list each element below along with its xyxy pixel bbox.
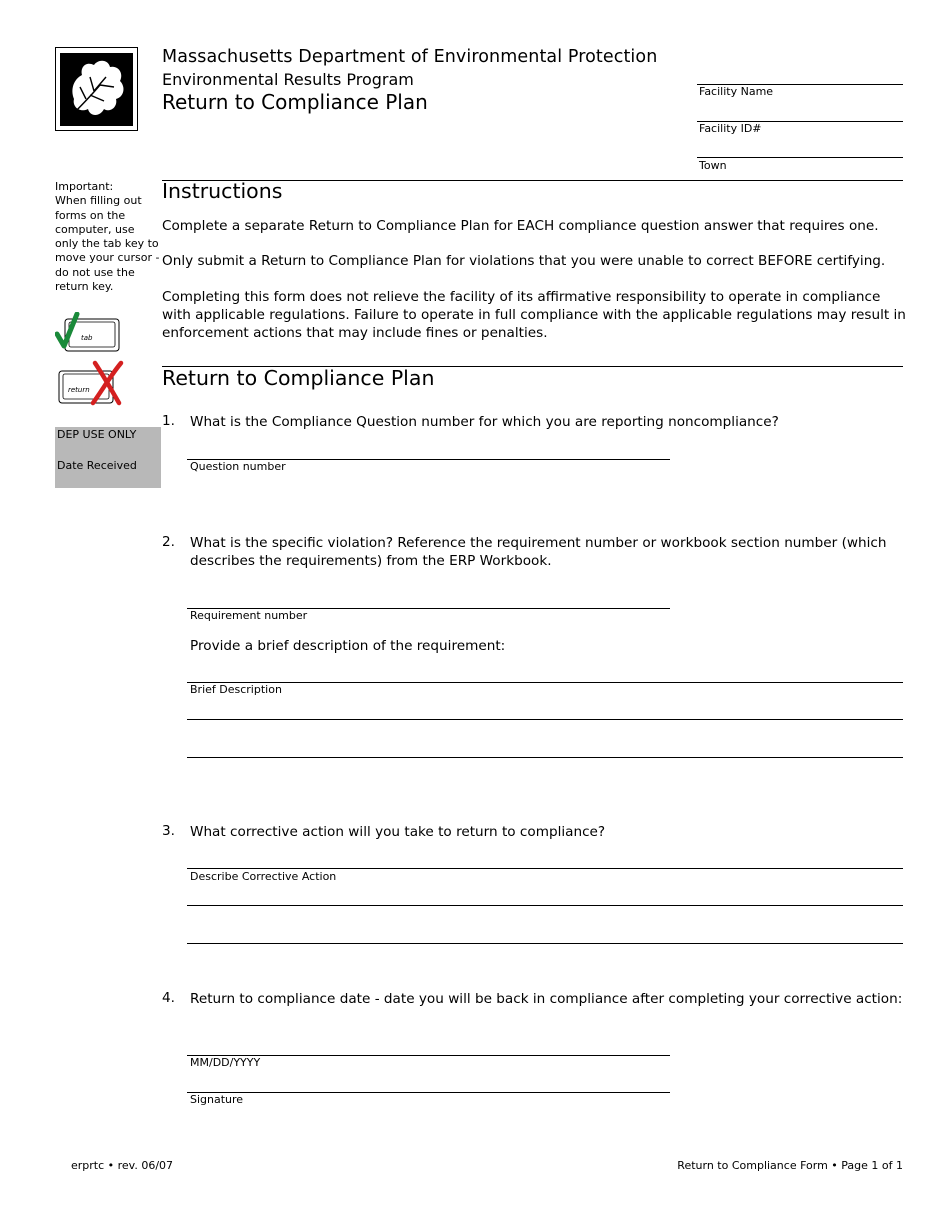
form-title: Return to Compliance Plan — [162, 90, 428, 114]
important-title: Important: — [55, 180, 114, 193]
dep-use-only-label: DEP USE ONLY — [57, 428, 137, 441]
question-1-text: What is the Compliance Question number for which you are reporting noncompliance? — [190, 414, 779, 430]
question-4-text: Return to compliance date - date you will be back in compliance after completing your corrective action: — [190, 991, 903, 1007]
instructions-title: Instructions — [162, 179, 283, 203]
question-number-label: Question number — [190, 460, 286, 473]
important-text: When filling out forms on the computer, use only the tab key to move your cursor - do not use the return key. — [55, 194, 160, 294]
brief-description-field[interactable] — [187, 682, 903, 683]
description-prompt: Provide a brief description of the requirement: — [190, 638, 506, 654]
signature-field[interactable] — [187, 1092, 670, 1093]
facility-name-label: Facility Name — [699, 85, 774, 98]
brief-description-line-2[interactable] — [187, 719, 903, 720]
date-received-label: Date Received — [57, 459, 137, 472]
plan-section-title: Return to Compliance Plan — [162, 366, 435, 390]
brief-description-line-3[interactable] — [187, 757, 903, 758]
instructions-paragraph-2: Only submit a Return to Compliance Plan for violations that you were unable to correct BEFORE certifying. — [162, 253, 886, 269]
oak-leaf-logo-icon — [60, 53, 133, 126]
footer-form-code: erprtc • rev. 06/07 — [71, 1159, 174, 1172]
compliance-date-label: MM/DD/YYYY — [190, 1056, 261, 1069]
important-note — [55, 180, 160, 294]
instructions-paragraph-1: Complete a separate Return to Compliance Plan for EACH compliance question answer that requires one. — [162, 218, 879, 234]
question-2-text: What is the specific violation? Reference the requirement number or workbook section number (which describes the requirements) from the ERP Workbook. — [190, 535, 887, 569]
corrective-action-label: Describe Corrective Action — [190, 870, 337, 883]
town-field[interactable] — [697, 157, 903, 158]
program-name: Environmental Results Program — [162, 70, 414, 89]
tab-key-label: tab — [81, 334, 93, 342]
question-3-number: 3. — [162, 823, 175, 839]
question-3-text: What corrective action will you take to return to compliance? — [190, 824, 606, 840]
question-2-number: 2. — [162, 534, 175, 550]
instructions-paragraph-3: Completing this form does not relieve the facility of its affirmative responsibility to operate in compliance with applicable regulations. Failure to operate in full compliance with the applicable regulations may result in enforcement actions that may include fines or penalties. — [162, 289, 906, 341]
question-1-number: 1. — [162, 413, 175, 429]
corrective-action-field[interactable] — [187, 868, 903, 869]
dep-use-only-box — [55, 427, 161, 488]
massdep-logo — [55, 47, 138, 131]
facility-id-label: Facility ID# — [699, 122, 762, 135]
brief-description-label: Brief Description — [190, 683, 282, 696]
signature-label: Signature — [190, 1093, 244, 1106]
tab-key-icon — [55, 312, 123, 354]
requirement-number-label: Requirement number — [190, 609, 308, 622]
agency-name: Massachusetts Department of Environmental Protection — [162, 47, 658, 67]
town-label: Town — [699, 159, 727, 172]
return-key-icon — [55, 359, 125, 407]
corrective-action-line-3[interactable] — [187, 943, 903, 944]
footer-page-info: Return to Compliance Form • Page 1 of 1 — [677, 1159, 903, 1172]
question-4-number: 4. — [162, 990, 175, 1006]
corrective-action-line-2[interactable] — [187, 905, 903, 906]
return-key-label: return — [68, 386, 90, 394]
